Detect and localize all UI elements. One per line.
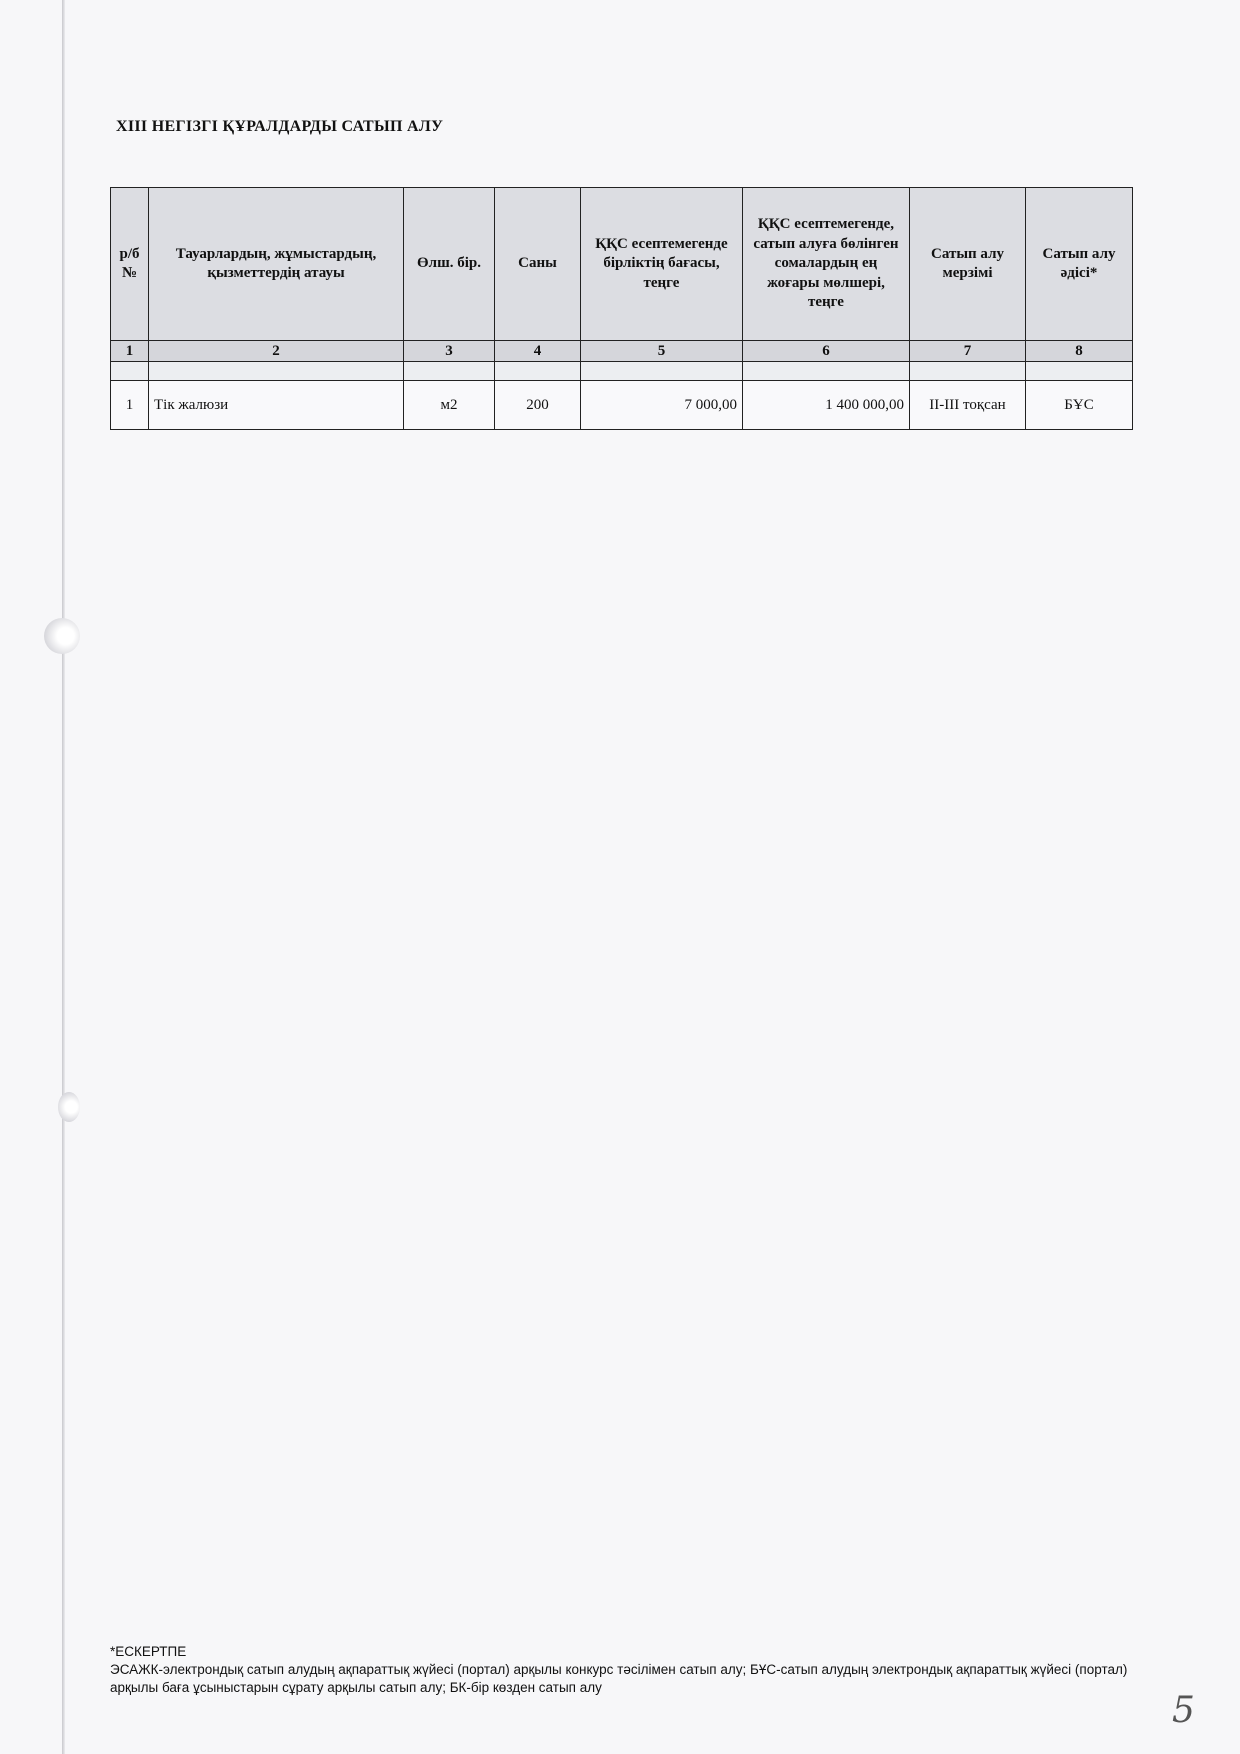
header-period: Сатып алу мерзімі bbox=[910, 188, 1026, 341]
cell-item-name: Тік жалюзи bbox=[149, 381, 404, 430]
column-number: 4 bbox=[495, 341, 581, 362]
empty-cell bbox=[111, 362, 149, 381]
cell-period: II-III тоқсан bbox=[910, 381, 1026, 430]
empty-cell bbox=[581, 362, 743, 381]
header-item-name: Тауарлардың, жұмыстардың, қызметтердің атауы bbox=[149, 188, 404, 341]
column-number: 2 bbox=[149, 341, 404, 362]
cell-max-amount: 1 400 000,00 bbox=[743, 381, 910, 430]
header-row-number: р/б № bbox=[111, 188, 149, 341]
cell-method: БҰС bbox=[1026, 381, 1133, 430]
header-unit: Өлш. бір. bbox=[404, 188, 495, 341]
punch-hole bbox=[44, 618, 80, 654]
column-number: 8 bbox=[1026, 341, 1133, 362]
empty-cell bbox=[149, 362, 404, 381]
header-unit-price: ҚҚС есептемегенде бірліктің бағасы, теңге bbox=[581, 188, 743, 341]
empty-cell bbox=[910, 362, 1026, 381]
cell-unit: м2 bbox=[404, 381, 495, 430]
punch-hole bbox=[58, 1092, 80, 1122]
footnote-text: ЭСАЖК-электрондық сатып алудың ақпараттық жүйесі (портал) арқылы конкурс тәсілімен сатып алу; БҰС-сатып алудың электрондық ақпараттық жүйесі (портал) арқылы баға ұсыныстарын сұрату арқылы сатып алу; БК-бір көзден сатып алу bbox=[110, 1662, 1128, 1696]
column-number-row bbox=[111, 341, 1133, 362]
footnote bbox=[110, 1643, 1140, 1698]
column-number: 1 bbox=[111, 341, 149, 362]
page-number: 5 bbox=[1172, 1690, 1195, 1731]
footnote-title: *ЕСКЕРТПЕ bbox=[110, 1644, 187, 1659]
section-title: XIII НЕГІЗГІ ҚҰРАЛДАРДЫ САТЫП АЛУ bbox=[116, 118, 444, 135]
cell-row-number: 1 bbox=[111, 381, 149, 430]
column-number: 6 bbox=[743, 341, 910, 362]
header-quantity: Саны bbox=[495, 188, 581, 341]
empty-cell bbox=[743, 362, 910, 381]
column-number: 3 bbox=[404, 341, 495, 362]
empty-cell bbox=[1026, 362, 1133, 381]
procurement-table bbox=[110, 187, 1133, 430]
spacer-row bbox=[111, 362, 1133, 381]
scan-edge bbox=[62, 0, 65, 1754]
column-number: 5 bbox=[581, 341, 743, 362]
cell-quantity: 200 bbox=[495, 381, 581, 430]
header-max-amount: ҚҚС есептемегенде, сатып алуға бөлінген сомалардың ең жоғары мөлшері, теңге bbox=[743, 188, 910, 341]
header-row bbox=[111, 188, 1133, 341]
cell-unit-price: 7 000,00 bbox=[581, 381, 743, 430]
table-row bbox=[111, 381, 1133, 430]
header-method: Сатып алу әдісі* bbox=[1026, 188, 1133, 341]
column-number: 7 bbox=[910, 341, 1026, 362]
empty-cell bbox=[404, 362, 495, 381]
empty-cell bbox=[495, 362, 581, 381]
